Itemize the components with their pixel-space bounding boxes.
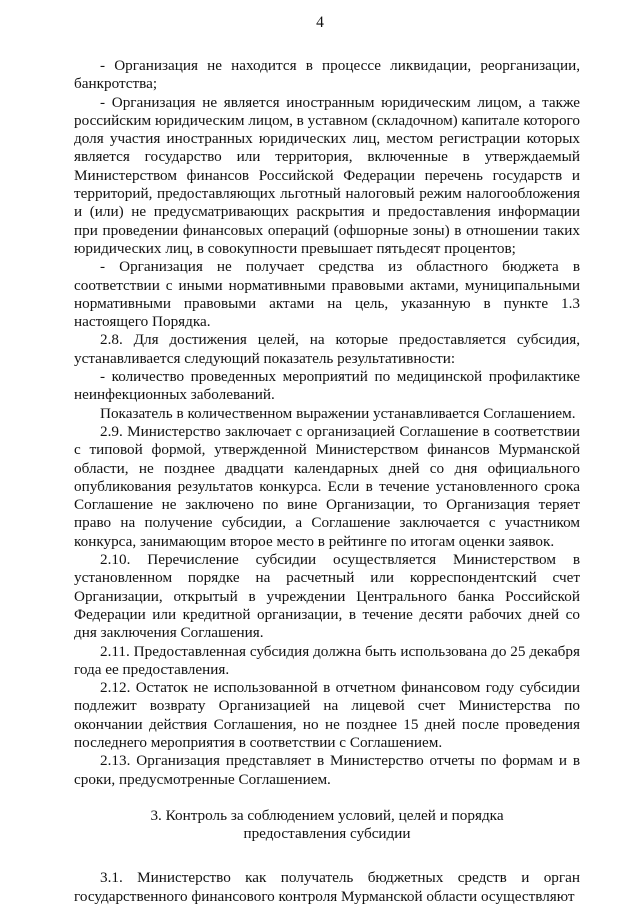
section-heading-line-1: 3. Контроль за соблюдением условий, целей и порядка [150,806,504,824]
paragraph-indicator-events: - количество проведенных мероприятий по медицинской профилактике неинфекционных заболеваний. [74,368,580,404]
paragraph-2-9: 2.9. Министерство заключает с организацией Соглашение в соответствии с типовой формой, утвержденной Министерством финансов Мурманской области, не позднее двадцати календарных дней со дня официального опубликования результатов конкурса. Если в течение установленного срока Соглашение не заключено по вине Организации, то Организация теряет право на получение субсидии, а Соглашение заключается с участником конкурса, занимающим второе место в рейтинге по итогам оценки заявок. [74,422,580,550]
page-number: 4 [316,14,324,31]
paragraph-2-8: 2.8. Для достижения целей, на которые предоставляется субсидия, устанавливается следующий показатель результативности: [74,331,580,367]
paragraph-2-12: 2.12. Остаток не использованной в отчетном финансовом году субсидии подлежит возврату Организацией на лицевой счет Министерства по окончании действия Соглашения, но не позднее 15 дней после проведения последнего мероприятия в соответствии с Соглашением. [74,679,580,751]
section-heading [74,807,580,844]
document-body [74,57,580,906]
paragraph-not-foreign-entity: - Организация не является иностранным юридическим лицом, а также российским юридическим лицом, в уставном (складочном) капитале которого доля участия иностранных юридических лиц, местом регистрации которых является государство или территория, включенные в утверждаемый Министерством финансов Российской Федерации перечень государств и территорий, предоставляющих льготный налоговый режим налогообложения и (или) не предусматривающих раскрытия и предоставления информации при проведении финансовых операций (офшорные зоны) в отношении таких юридических лиц, в совокупности превышает пятьдесят процентов; [74,93,580,257]
paragraph-indicator-agreement: Показатель в количественном выражении устанавливается Соглашением. [100,404,576,422]
paragraph-not-in-liquidation: - Организация не находится в процессе ликвидации, реорганизации, банкротства; [74,57,580,93]
paragraph-2-10: 2.10. Перечисление субсидии осуществляется Министерством в установленном порядке на расчетный или корреспондентский счет Организации, открытый в учреждении Центрального банка Российской Федерации или кредитной организации, в течение десяти рабочих дней со дня заключения Соглашения. [74,551,580,642]
paragraph-no-other-budget-funds: - Организация не получает средства из областного бюджета в соответствии с иными нормативными правовыми актами, муниципальными нормативными правовыми актами на цель, указанную в пункте 1.3 настоящего Порядка. [74,258,580,331]
paragraph-2-11: 2.11. Предоставленная субсидия должна быть использована до 25 декабря года ее предоставления. [74,642,580,678]
paragraph-2-13: 2.13. Организация представляет в Министерство отчеты по формам и в сроки, предусмотренные Соглашением. [74,752,580,788]
section-heading-line-2: предоставления субсидии [243,825,411,843]
paragraph-3-1: 3.1. Министерство как получатель бюджетных средств и орган государственного финансового контроля Мурманской области осуществляют [74,869,580,905]
